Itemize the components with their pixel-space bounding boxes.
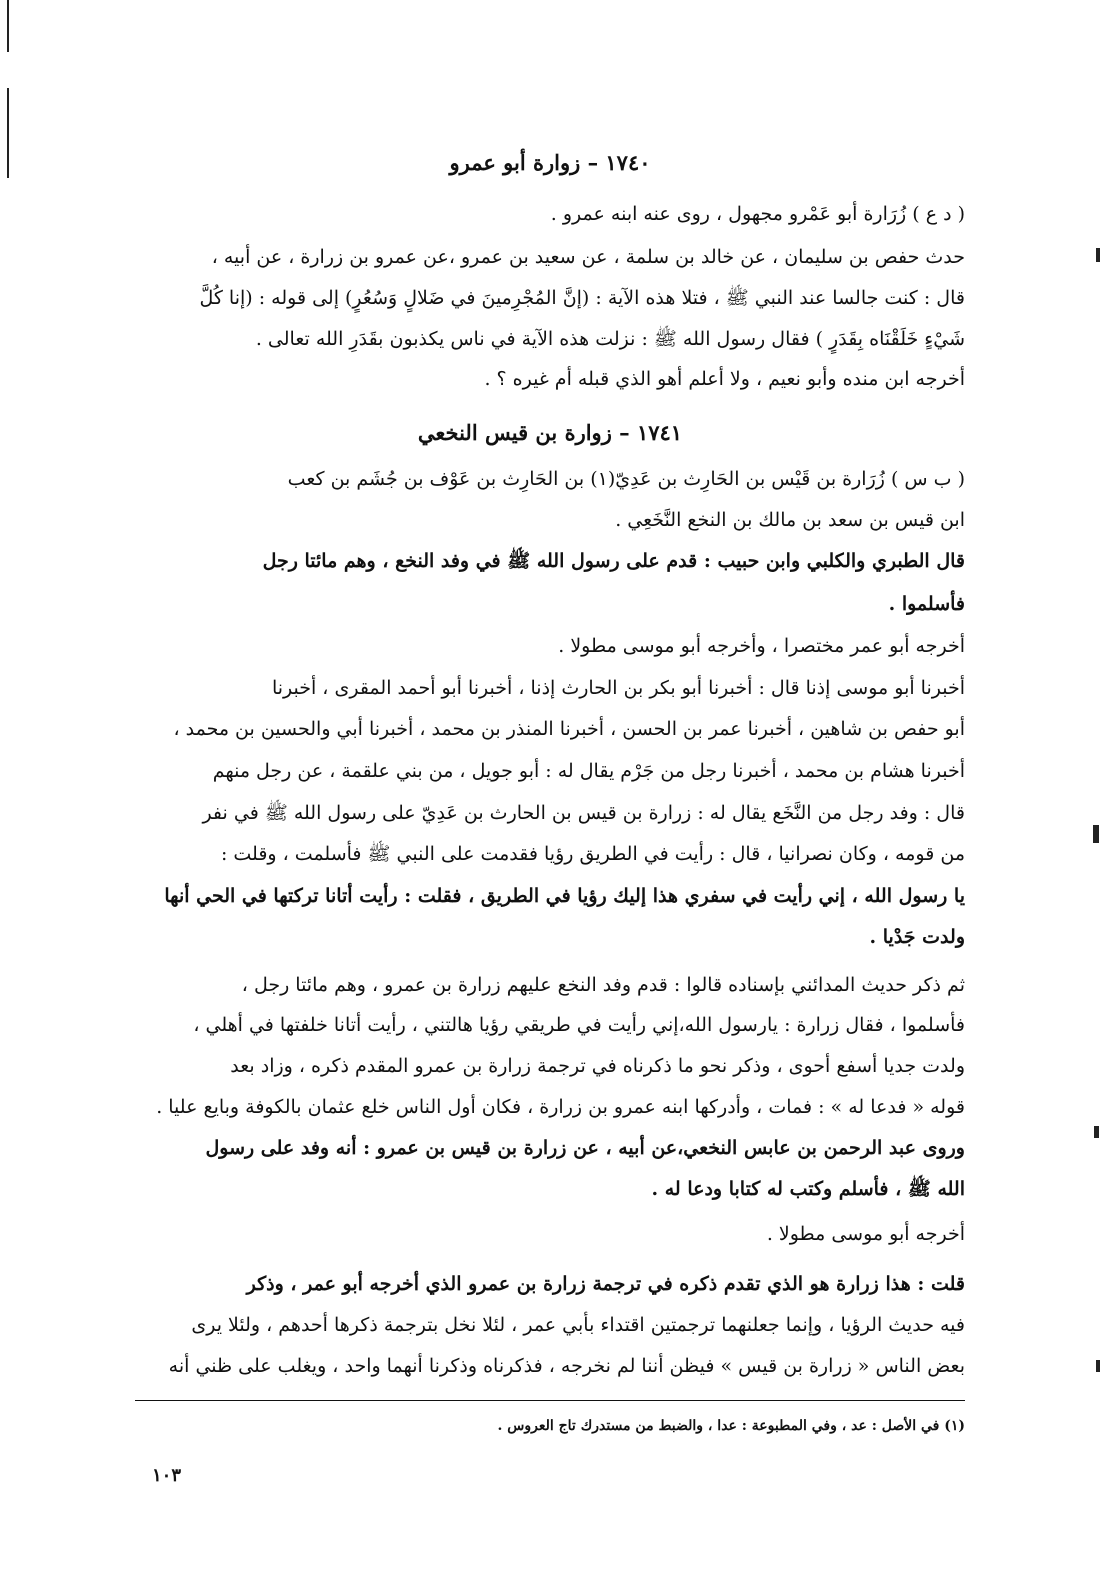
- scan-mark: [1094, 1126, 1099, 1138]
- text-line: أخرجه أبو عمر مختصرا ، وأخرجه أبو موسى مطولا .: [558, 635, 965, 657]
- text-line: أخبرنا هشام بن محمد ، أخبرنا رجل من جَرْم يقال له : أبو جويل ، من بني علقمة ، عن رجل منهم: [212, 760, 965, 782]
- text-line: قال الطبري والكلبي وابن حبيب : قدم على رسول الله ﷺ في وفد النخع ، وهم مائتا رجل: [262, 550, 965, 572]
- text-line: أبو حفص بن شاهين ، أخبرنا عمر بن الحسن ، أخبرنا المنذر بن محمد ، أخبرنا أبي والحسين بن محمد ،: [173, 718, 965, 740]
- text-line: قال : كنت جالسا عند النبي ﷺ ، فتلا هذه الآية : (إنَّ المُجْرِمينَ في ضَلالٍ وَسُعُرٍ) إلى قوله : (إنا كُلَّ: [199, 287, 965, 309]
- footnote: (١) في الأصل : عد ، وفي المطبوعة : عدا ، والضبط من مستدرك تاج العروس .: [497, 1418, 965, 1434]
- text-line: قلت : هذا زرارة هو الذي تقدم ذكره في ترجمة زرارة بن عمرو الذي أخرجه أبو عمر ، وذكر: [246, 1273, 965, 1295]
- page-number: ١٠٣: [152, 1465, 182, 1486]
- text-line: فيه حديث الرؤيا ، وإنما جعلنهما ترجمتين اقتداء بأبي عمر ، لئلا نخل بترجمة ذكرها أحدهم ، ولئلا يرى: [191, 1314, 965, 1336]
- text-line: أخرجه أبو موسى مطولا .: [766, 1223, 965, 1245]
- scan-mark: [1096, 248, 1100, 262]
- text-line: حدث حفص بن سليمان ، عن خالد بن سلمة ، عن سعيد بن عمرو ،عن عمرو بن زرارة ، عن أبيه ،: [211, 246, 965, 268]
- text-line: أخبرنا أبو موسى إذنا قال : أخبرنا أبو بكر بن الحارث إذنا ، أخبرنا أبو أحمد المقرى ، أخبرنا: [271, 677, 965, 699]
- entry-title: ١٧٤٠ – زوارة أبو عمرو: [449, 150, 651, 175]
- text-line: شَيْءٍ خَلَقْنَاه بِقَدَرٍ ) فقال رسول الله ﷺ : نزلت هذه الآية في ناس يكذبون بقَدَرِ الله تعالى .: [255, 328, 965, 350]
- footnote-rule: [135, 1400, 965, 1401]
- text-line: ( ب س ) زُرَارة بن قَيْس بن الحَارِث بن عَدِيّ(١) بن الحَارِث بن عَوْف بن جُشَم بن كعب: [287, 468, 965, 490]
- scan-mark: [1093, 825, 1099, 843]
- scan-edge-line: [7, 0, 9, 52]
- text-line: من قومه ، وكان نصرانيا ، قال : رأيت في الطريق رؤيا فقدمت على النبي ﷺ فأسلمت ، وقلت :: [220, 843, 965, 865]
- text-line: الله ﷺ ، فأسلم وكتب له كتابا ودعا له .: [651, 1178, 965, 1200]
- text-line: يا رسول الله ، إني رأيت في سفري هذا إليك رؤيا في الطريق ، فقلت : رأيت أتانا تركتها في الحي أنها: [164, 885, 965, 907]
- text-line: قوله « فدعا له » : فمات ، وأدركها ابنه عمرو بن زرارة ، فكان أول الناس خلع عثمان بالكوفة وبايع عليا .: [156, 1096, 965, 1118]
- text-line: قال : وفد رجل من النَّخَع يقال له : زرارة بن قيس بن الحارث بن عَدِيّ على رسول الله ﷺ في نفر: [202, 802, 965, 824]
- text-line: ولدت جَدْيا .: [869, 926, 965, 948]
- entry-title: ١٧٤١ – زوارة بن قيس النخعي: [417, 420, 683, 445]
- text-line: فأسلموا .: [888, 593, 965, 615]
- text-line: وروى عبد الرحمن بن عابس النخعي،عن أبيه ، عن زرارة بن قيس بن عمرو : أنه وفد على رسول: [205, 1137, 965, 1159]
- text-line: ( د ع ) زُرَارة أبو عَمْرو مجهول ، روى عنه ابنه عمرو .: [550, 203, 965, 225]
- text-line: بعض الناس « زرارة بن قيس » فيظن أننا لم نخرجه ، فذكرناه وذكرنا أنهما واحد ، ويغلب على ظني أنه: [168, 1355, 965, 1377]
- text-line: أخرجه ابن منده وأبو نعيم ، ولا أعلم أهو الذي قبله أم غيره ؟ .: [484, 368, 965, 390]
- scan-edge-line: [7, 88, 9, 178]
- scan-mark: [1096, 1360, 1100, 1372]
- text-line: ولدت جديا أسفع أحوى ، وذكر نحو ما ذكرناه في ترجمة زرارة بن عمرو المقدم ذكره ، وزاد بعد: [230, 1055, 965, 1077]
- text-line: ابن قيس بن سعد بن مالك بن النخع النَّخَعِي .: [615, 509, 965, 531]
- text-line: فأسلموا ، فقال زرارة : يارسول الله،إني رأيت في طريقي رؤيا هالتني ، رأيت أتانا خلفتها في أهلي ،: [193, 1014, 965, 1036]
- text-line: ثم ذكر حديث المدائني بإسناده قالوا : قدم وفد النخع عليهم زرارة بن عمرو ، وهم مائتا رجل ،: [241, 974, 965, 996]
